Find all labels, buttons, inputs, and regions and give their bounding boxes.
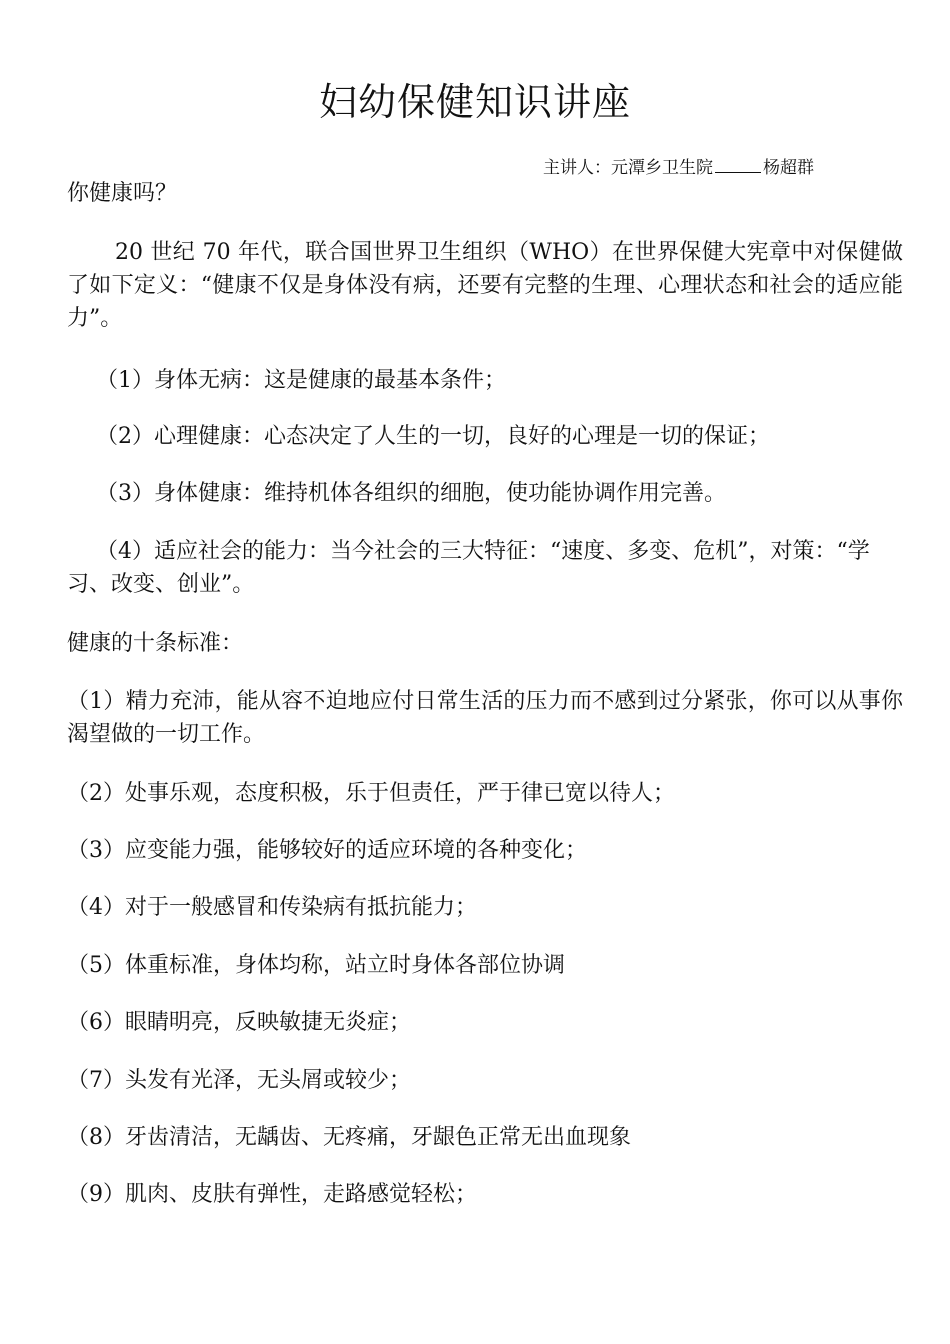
- speaker-prefix: 主讲人：元潭乡卫生院: [543, 158, 713, 178]
- standard-item-3: （3）应变能力强，能够较好的适应环境的各种变化；: [67, 838, 587, 863]
- definition-item-1: （1）身体无病：这是健康的最基本条件；: [96, 368, 506, 393]
- question-heading: 你健康吗？: [67, 181, 178, 206]
- standards-heading: 健康的十条标准：: [67, 631, 244, 656]
- speaker-line: [543, 156, 814, 180]
- standard-item-7: （7）头发有光泽，无头屑或较少；: [67, 1068, 411, 1093]
- standard-item-2: （2）处事乐观，态度积极，乐于但责任，严于律已宽以待人；: [67, 781, 675, 806]
- speaker-name: 杨超群: [763, 158, 814, 178]
- speaker-blank: [715, 156, 761, 173]
- definition-item-2: （2）心理健康：心态决定了人生的一切，良好的心理是一切的保证；: [96, 424, 770, 449]
- definition-item-3: （3）身体健康：维持机体各组织的细胞，使功能协调作用完善。: [96, 481, 726, 506]
- definition-item-4: （4）适应社会的能力：当今社会的三大特征：“速度、多变、危机”，对策：“学习、改变、创业”。: [67, 539, 870, 597]
- standard-item-4: （4）对于一般感冒和传染病有抵抗能力；: [67, 895, 477, 920]
- intro-paragraph: 20 世纪 70 年代，联合国世界卫生组织（WHO）在世界保健大宪章中对保健做了如下定义：“健康不仅是身体没有病，还要有完整的生理、心理状态和社会的适应能力”。: [67, 240, 903, 331]
- standard-item-9: （9）肌肉、皮肤有弹性，走路感觉轻松；: [67, 1182, 477, 1207]
- standard-item-6: （6）眼睛明亮，反映敏捷无炎症；: [67, 1010, 411, 1035]
- standard-item-1: （1）精力充沛，能从容不迫地应付日常生活的压力而不感到过分紧张，你可以从事你渴望做的一切工作。: [67, 689, 903, 747]
- document-title: 妇幼保健知识讲座: [318, 80, 631, 124]
- standard-item-8: （8）牙齿清洁，无龋齿、无疼痛，牙龈色正常无出血现象: [67, 1125, 631, 1150]
- standard-item-5: （5）体重标准，身体均称，站立时身体各部位协调: [67, 953, 565, 978]
